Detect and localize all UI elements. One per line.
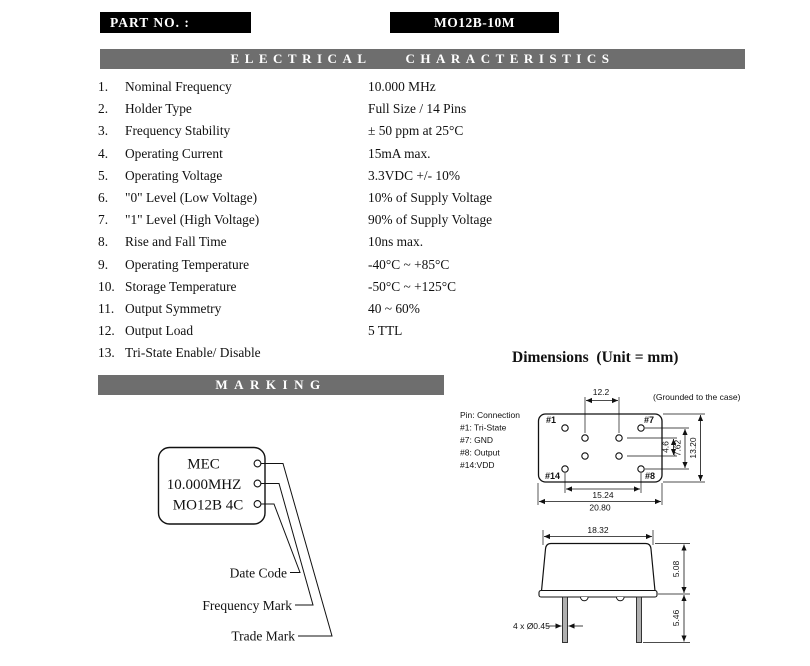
spec-number: 6. [98, 189, 109, 205]
pin-7-circle [638, 425, 644, 431]
spec-row [98, 120, 678, 142]
legend-line: #14:VDD [460, 460, 495, 470]
pin-7-label: #7 [644, 415, 655, 425]
pin-circle [616, 453, 622, 459]
side-view-drawing [500, 520, 810, 666]
spec-row [98, 143, 678, 165]
lead-pin [563, 597, 568, 643]
spec-row [98, 76, 678, 98]
spec-value: ± 50 ppm at 25°C [368, 123, 464, 139]
spec-value: -40°C ~ +85°C [368, 256, 450, 272]
spec-row [98, 298, 678, 320]
standoff-bump [581, 597, 589, 601]
dim-case-height: 5.08 [671, 560, 681, 578]
spec-value: 90% of Supply Voltage [368, 212, 493, 228]
pin-circle [582, 435, 588, 441]
spec-label: Frequency Stability [125, 123, 231, 139]
spec-value: 10% of Supply Voltage [368, 189, 493, 205]
spec-value: 10.000 MHz [368, 79, 436, 94]
marking-trade-mark-text: MEC [187, 456, 220, 473]
callout-frequency-mark: Frequency Mark [202, 598, 292, 613]
pin-8-circle [638, 466, 644, 472]
electrical-spec-list [98, 76, 678, 364]
spec-label: Output Load [125, 323, 194, 339]
spec-number: 3. [98, 123, 109, 139]
spec-number: 2. [98, 101, 109, 117]
dim-inner-pitch: 12.2 [592, 387, 610, 397]
pin-8-label: #8 [645, 471, 656, 481]
spec-number: 10. [98, 278, 115, 294]
spec-row [98, 165, 678, 187]
legend-line: Pin: Connection [460, 410, 521, 420]
spec-label: Holder Type [125, 101, 192, 117]
spec-value: 5 TTL [368, 323, 403, 339]
case-body [542, 544, 656, 592]
footprint-drawing [440, 385, 810, 515]
spec-row [98, 276, 678, 298]
spec-number: 4. [98, 145, 109, 161]
spec-label: Output Symmetry [125, 300, 222, 316]
dim-body-width: 20.80 [589, 502, 611, 513]
legend-line: #1: Tri-State [460, 422, 507, 433]
callout-circle [254, 460, 261, 467]
dim-inner-rows: 4.6 [660, 441, 671, 453]
callout-date-code: Date Code [229, 565, 287, 581]
spec-label: Nominal Frequency [125, 79, 232, 94]
spec-row [98, 254, 678, 276]
lead-pin [637, 597, 642, 643]
dim-pin-diameter: 4 x Ø0.45 [513, 621, 550, 631]
spec-number: 1. [98, 79, 109, 94]
spec-value: 10ns max. [368, 234, 424, 250]
dim-case-width: 18.32 [587, 525, 609, 535]
pin-connection-legend [460, 410, 520, 470]
callout-trade-mark: Trade Mark [231, 628, 295, 644]
leader-frequency-mark [261, 484, 313, 606]
dim-outer-rows: 7.62 [672, 439, 683, 457]
spec-label: Storage Temperature [125, 278, 237, 294]
spec-value: -50°C ~ +125°C [368, 278, 457, 294]
marking-frequency-text: 10.000MHZ [166, 477, 242, 493]
spec-label: Operating Temperature [125, 256, 250, 272]
marking-date-code-text: MO12B 4C [172, 497, 244, 514]
spec-row [98, 231, 678, 253]
spec-value: 3.3VDC +/- 10% [368, 167, 460, 183]
spec-label: Operating Current [125, 145, 223, 161]
pin-circle [582, 453, 588, 459]
standoff-bump [617, 597, 625, 601]
callout-circle [254, 501, 261, 508]
spec-label: Operating Voltage [125, 167, 223, 183]
marking-header: MARKING [98, 375, 444, 395]
pin-circle [616, 435, 622, 441]
legend-line: #7: GND [460, 435, 494, 445]
electrical-characteristics-header: ELECTRICAL CHARACTERISTICS [100, 49, 745, 69]
spec-number: 12. [98, 323, 115, 339]
spec-label: Tri-State Enable/ Disable [125, 345, 261, 361]
dim-pin-length: 5.46 [671, 609, 681, 627]
spec-row [98, 320, 678, 342]
spec-number: 13. [98, 345, 115, 361]
part-no-value: MO12B-10M [390, 12, 559, 33]
spec-label: "1" Level (High Voltage) [125, 212, 260, 228]
spec-label: "0" Level (Low Voltage) [125, 189, 258, 205]
dim-body-height: 13.20 [688, 437, 698, 459]
spec-value: 40 ~ 60% [368, 300, 420, 316]
pin-14-circle [562, 466, 568, 472]
spec-value: 15mA max. [368, 145, 431, 161]
grounded-note: (Grounded to the case) [653, 392, 741, 402]
dim-pin-span: 15.24 [592, 490, 614, 500]
pin-1-circle [562, 425, 568, 431]
spec-label: Rise and Fall Time [125, 234, 227, 250]
pin-1-label: #1 [546, 415, 557, 425]
spec-row [98, 187, 678, 209]
spec-number: 9. [98, 256, 109, 272]
spec-number: 11. [98, 300, 115, 316]
spec-row [98, 98, 678, 120]
legend-line: #8: Output [460, 447, 500, 458]
spec-number: 8. [98, 234, 109, 250]
spec-value: Full Size / 14 Pins [368, 101, 467, 117]
part-no-label: PART NO. : [100, 12, 251, 33]
marking-diagram [140, 440, 400, 666]
spec-number: 7. [98, 212, 109, 228]
spec-row [98, 209, 678, 231]
pin-14-label: #14 [545, 471, 561, 481]
case-flange [539, 591, 657, 598]
spec-number: 5. [98, 167, 109, 183]
callout-circle [254, 480, 261, 487]
dimensions-title: Dimensions (Unit = mm) [512, 349, 679, 366]
